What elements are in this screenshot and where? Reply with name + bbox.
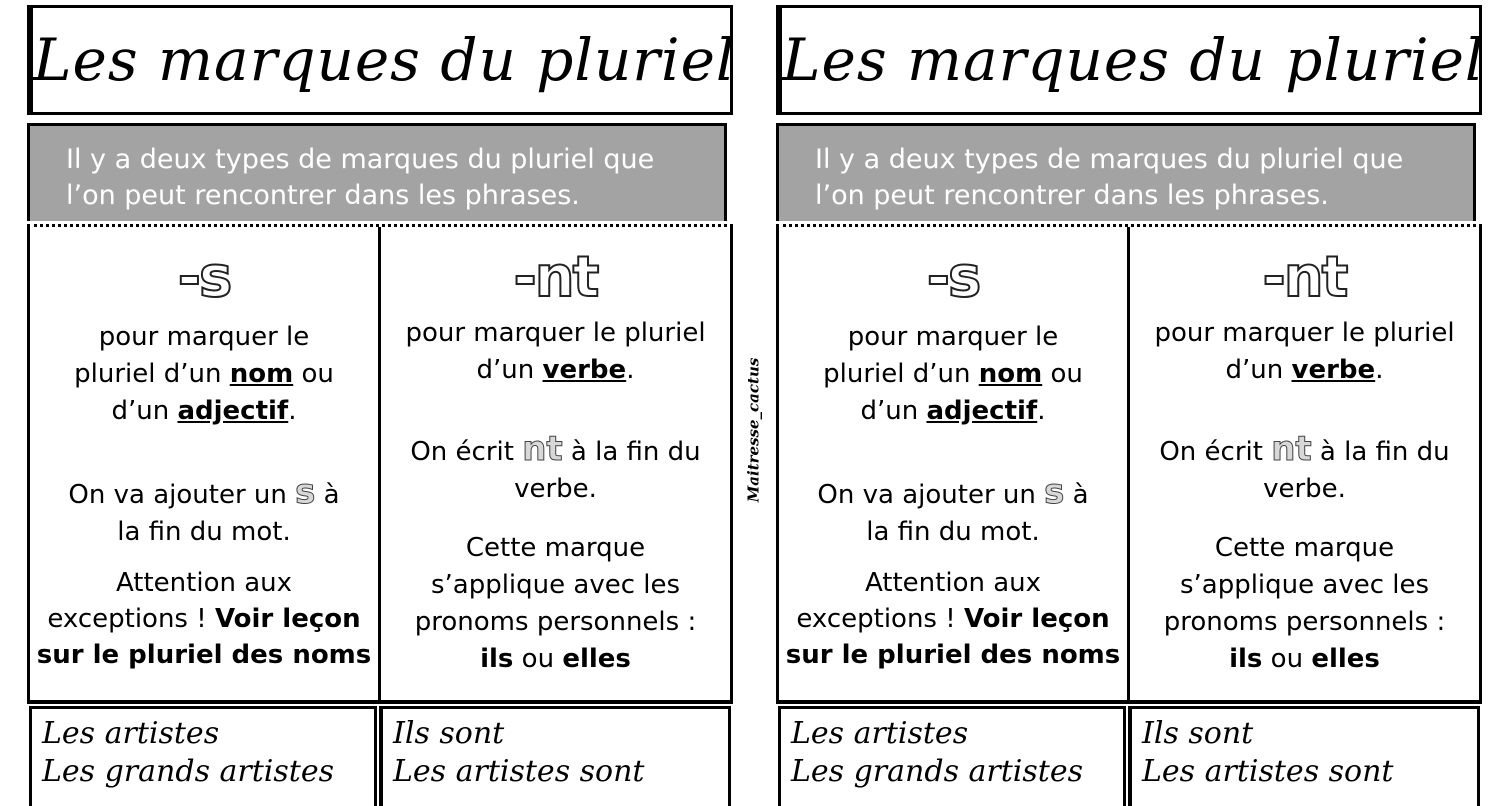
s-add-paragraph [30, 474, 378, 551]
lesson-card-left [25, 0, 737, 789]
pronoun-elles: elles [1311, 644, 1380, 674]
text: pluriel d’un [74, 359, 230, 389]
example-line: Ils sont [1142, 716, 1254, 751]
text: pluriel d’un [823, 359, 979, 389]
examples-s-box [778, 706, 1126, 806]
column-s [30, 227, 381, 700]
pronoun-elles: elles [562, 644, 631, 674]
example-line: Les artistes [791, 716, 969, 751]
rules-columns [27, 224, 733, 704]
text: On écrit [1159, 437, 1272, 467]
intro-banner [27, 123, 727, 221]
text: à [1064, 480, 1089, 510]
text: On va ajouter un [68, 480, 296, 510]
nt-inline-mark: nt [1271, 429, 1312, 469]
text: d’un [111, 396, 178, 426]
example-line: Les grands artistes [791, 754, 1083, 789]
text: . [626, 355, 635, 385]
text: s’applique avec les [430, 570, 681, 600]
keyword-nom: nom [229, 359, 294, 389]
text: à la fin du [1311, 437, 1450, 467]
s-inline-mark: s [295, 472, 316, 512]
text: Attention aux [864, 568, 1042, 598]
text: . [1037, 396, 1046, 426]
text: pronoms personnels : [1163, 607, 1446, 637]
nt-inline-mark: nt [522, 429, 563, 469]
rules-columns [776, 224, 1482, 704]
text: la fin du mot. [866, 517, 1040, 547]
text: On écrit [410, 437, 523, 467]
example-line: Les grands artistes [42, 754, 334, 789]
text: s’applique avec les [1179, 570, 1430, 600]
text: pour marquer le pluriel [405, 318, 706, 348]
text: Attention aux [115, 568, 293, 598]
nt-pronoun-paragraph [1130, 530, 1479, 678]
text: verbe. [1263, 474, 1346, 504]
text: pronoms personnels : [414, 607, 697, 637]
pronoun-ils: ils [480, 644, 514, 674]
title-box [776, 5, 1485, 115]
keyword-verbe: verbe [1291, 355, 1376, 385]
title-box [27, 5, 736, 115]
intro-line: Il y a deux types de marques du pluriel que [815, 144, 1404, 175]
text: ou [1042, 359, 1083, 389]
text: Cette marque [465, 533, 646, 563]
text: exceptions ! [796, 604, 964, 634]
watermark-text: Maitresse_cactus [744, 357, 763, 503]
intro-line: Il y a deux types de marques du pluriel que [66, 144, 655, 175]
keyword-adjectif: adjectif [926, 396, 1038, 426]
s-rule-paragraph [30, 319, 378, 430]
text: . [1375, 355, 1384, 385]
nt-rule-paragraph [1130, 315, 1479, 389]
nt-mark-heading: -nt [513, 245, 598, 310]
example-line: Les artistes [42, 716, 220, 751]
intro-line: l’on peut rencontrer dans les phrases. [815, 180, 1329, 211]
intro-line: l’on peut rencontrer dans les phrases. [66, 180, 580, 211]
example-line: Les artistes sont [1142, 754, 1394, 789]
s-mark-heading: -s [926, 245, 980, 310]
lesson-reference: sur le pluriel des noms [36, 640, 372, 670]
examples-nt-box [1128, 706, 1480, 806]
text: la fin du mot. [117, 517, 291, 547]
text: ou [513, 644, 563, 674]
nt-mark-heading: -nt [1262, 245, 1347, 310]
example-line: Ils sont [393, 716, 505, 751]
text: ou [1262, 644, 1312, 674]
s-inline-mark: s [1044, 472, 1065, 512]
intro-banner [776, 123, 1476, 221]
author-watermark [740, 355, 766, 505]
page-title: Les marques du pluriel [33, 26, 736, 94]
keyword-verbe: verbe [542, 355, 627, 385]
s-rule-paragraph [779, 319, 1127, 430]
nt-add-paragraph [381, 431, 730, 508]
text: d’un [1225, 355, 1292, 385]
nt-pronoun-paragraph [381, 530, 730, 678]
text: d’un [860, 396, 927, 426]
nt-rule-paragraph [381, 315, 730, 389]
text: On va ajouter un [817, 480, 1045, 510]
column-nt [381, 227, 730, 700]
text: verbe. [514, 474, 597, 504]
text: à la fin du [562, 437, 701, 467]
text: pour marquer le [847, 322, 1059, 352]
text: d’un [476, 355, 543, 385]
text: exceptions ! [47, 604, 215, 634]
lesson-reference: sur le pluriel des noms [785, 640, 1121, 670]
nt-add-paragraph [1130, 431, 1479, 508]
examples-nt-box [379, 706, 731, 806]
text: pour marquer le [98, 322, 310, 352]
lesson-reference: Voir leçon [214, 604, 361, 634]
s-mark-heading: -s [177, 245, 231, 310]
column-nt [1130, 227, 1479, 700]
pronoun-ils: ils [1229, 644, 1263, 674]
s-add-paragraph [779, 474, 1127, 551]
examples-s-box [29, 706, 377, 806]
text: pour marquer le pluriel [1154, 318, 1455, 348]
text: . [288, 396, 297, 426]
s-warning-paragraph [30, 565, 378, 673]
column-s [779, 227, 1130, 700]
s-warning-paragraph [779, 565, 1127, 673]
lesson-card-right [774, 0, 1486, 789]
example-line: Les artistes sont [393, 754, 645, 789]
keyword-nom: nom [978, 359, 1043, 389]
text: ou [293, 359, 334, 389]
keyword-adjectif: adjectif [177, 396, 289, 426]
page-title: Les marques du pluriel [782, 26, 1485, 94]
text: Cette marque [1214, 533, 1395, 563]
text: à [315, 480, 340, 510]
lesson-reference: Voir leçon [963, 604, 1110, 634]
